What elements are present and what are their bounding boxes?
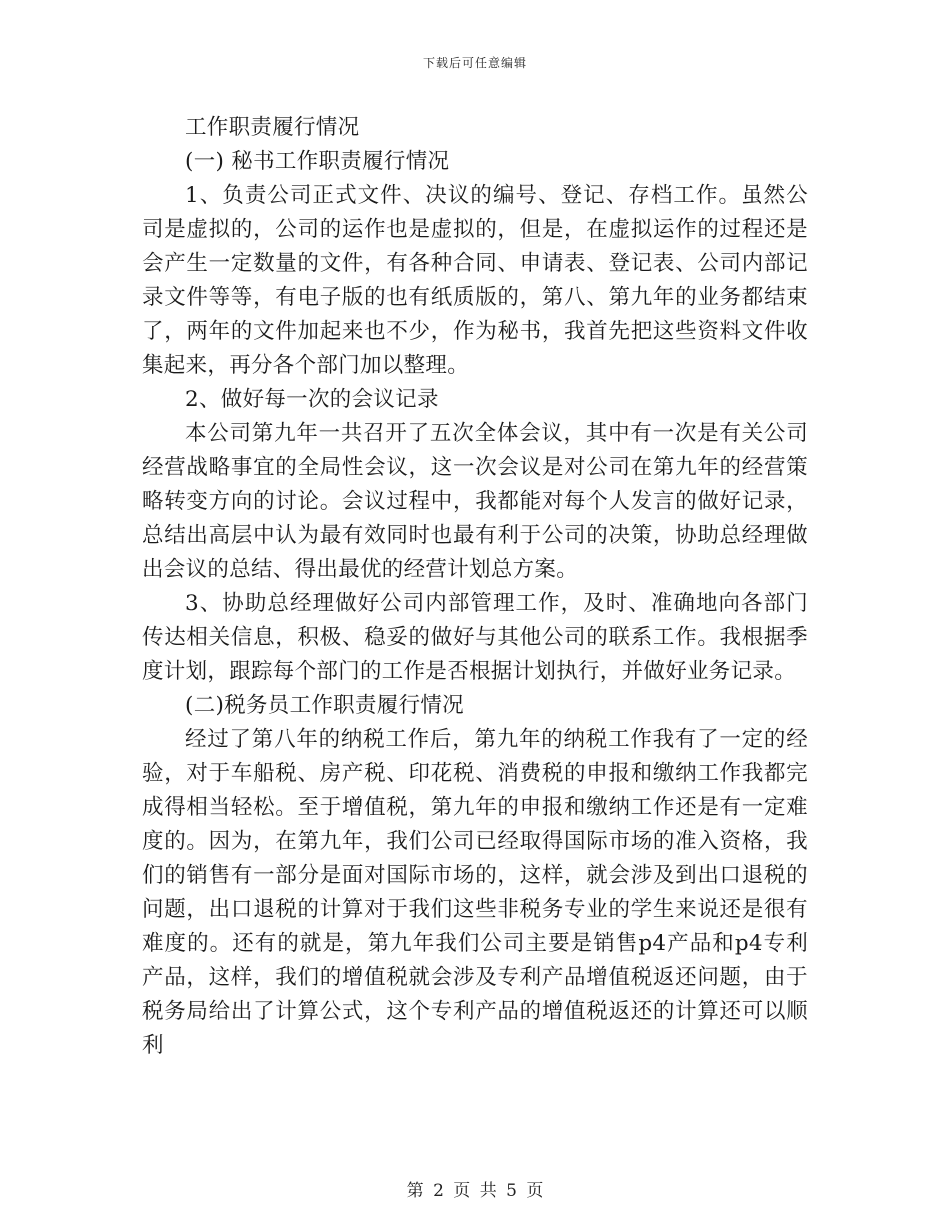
subsection-heading-secretary: (一) 秘书工作职责履行情况 [185, 149, 450, 174]
section-heading: 工作职责履行情况 [185, 115, 360, 140]
document-body [142, 111, 808, 1063]
subsection-heading-tax: (二)税务员工作职责履行情况 [185, 693, 464, 718]
page-header: 下载后可任意编辑 [422, 56, 527, 70]
paragraph-internal-management: 3、协助总经理做好公司内部管理工作，及时、准确地向各部门传达相关信息，积极、稳妥的做好与其他公司的联系工作。我根据季度计划，跟踪每个部门的工作是否根据计划执行，并做好业务记录。 [142, 591, 808, 684]
item-heading-meeting-records: 2、做好每一次的会议记录 [185, 387, 439, 412]
paragraph-tax-work: 经过了第八年的纳税工作后，第九年的纳税工作我有了一定的经验，对于车船税、房产税、印花税、消费税的申报和缴纳工作我都完成得相当轻松。至于增值税，第九年的申报和缴纳工作还是有一定难度的。因为，在第九年，我们公司已经取得国际市场的准入资格，我们的销售有一部分是面对国际市场的，这样，就会涉及到出口退税的问题，出口退税的计算对于我们这些非税务专业的学生来说还是很有难度的。还有的就是，第九年我们公司主要是销售p4产品和p4专利产品，这样，我们的增值税就会涉及专利产品增值税返还问题，由于税务局给出了计算公式，这个专利产品的增值税返还的计算还可以顺利 [142, 727, 808, 1058]
page-number: 第 2 页 共 5 页 [406, 1181, 544, 1201]
paragraph-meeting-records: 本公司第九年一共召开了五次全体会议，其中有一次是有关公司经营战略事宜的全局性会议，这一次会议是对公司在第九年的经营策略转变方向的讨论。会议过程中，我都能对每个人发言的做好记录，总结出高层中认为最有效同时也最有利于公司的决策，协助总经理做出会议的总结、得出最优的经营计划总方案。 [142, 421, 808, 582]
paragraph-document-filing: 1、负责公司正式文件、决议的编号、登记、存档工作。虽然公司是虚拟的，公司的运作也是虚拟的，但是，在虚拟运作的过程还是会产生一定数量的文件，有各种合同、申请表、登记表、公司内部记录文件等等，有电子版的也有纸质版的，第八、第九年的业务都结束了，两年的文件加起来也不少，作为秘书，我首先把这些资料文件收集起来，再分各个部门加以整理。 [142, 183, 808, 378]
